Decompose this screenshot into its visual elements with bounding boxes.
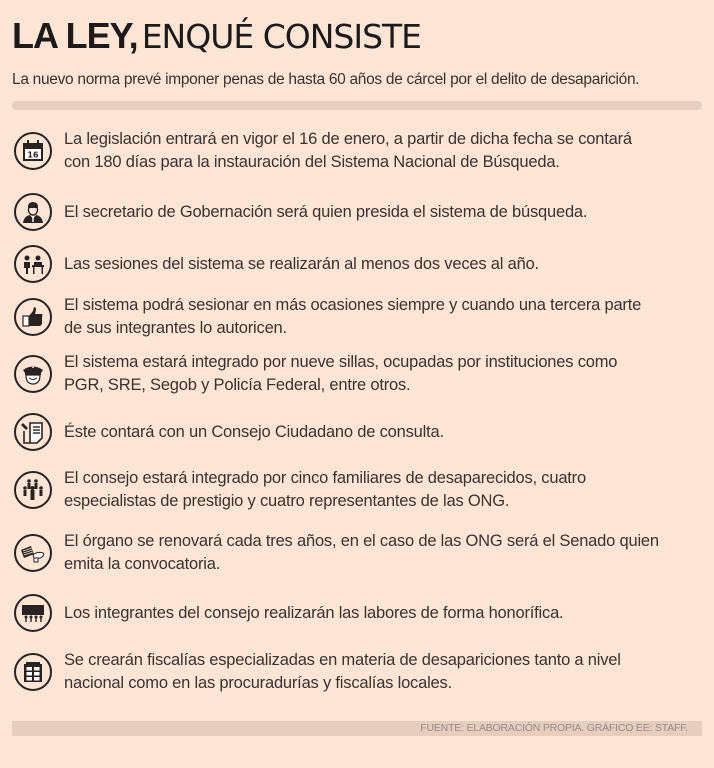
item-text [64,201,587,224]
item-line: La legislación entrará en vigor el 16 de enero, a partir de dicha fecha se contará [64,130,632,148]
item-text [64,294,641,340]
item-text [64,649,621,695]
list-item [14,245,704,283]
building-icon [14,653,52,691]
list-item [14,594,704,632]
thumbs-up-icon [14,298,52,336]
svg-text:16: 16 [27,150,39,160]
item-text [64,253,539,276]
official-person-icon [14,193,52,231]
item-line: Éste contará con un Consejo Ciudadano de consulta. [64,422,444,441]
item-line: Las sesiones del sistema se realizarán al menos dos veces al año. [64,254,539,273]
item-line: de sus integrantes lo autoricen. [64,319,287,337]
document-pen-icon [14,413,52,451]
item-line: El órgano se renovará cada tres años, en el caso de las ONG será el Senado quien [64,532,659,550]
title-light: ENQUÉ CONSISTE [141,17,422,56]
police-officer-icon [14,355,52,393]
list-item [14,294,704,340]
council-table-icon [14,594,52,632]
item-text [64,467,586,513]
item-line: Se crearán fiscalías especializadas en materia de desapariciones tanto a nivel [64,651,621,669]
item-line: con 180 días para la instauración del Sistema Nacional de Búsqueda. [64,153,560,171]
list-item [14,530,704,576]
header-divider [12,101,702,110]
footer-bar [12,721,702,736]
item-line: especialistas de prestigio y cuatro representantes de las ONG. [64,492,510,510]
calendar-icon [14,132,52,170]
title-bold: LA LEY, [12,15,138,56]
list-item [14,413,704,451]
list-item [14,193,704,231]
list-item [14,467,704,513]
list-item [14,351,704,397]
list-item [14,649,704,695]
item-text [64,530,659,576]
renewal-cycle-icon [14,534,52,572]
item-line: nacional como en las procuradurías y fiscalías locales. [64,674,452,692]
group-people-icon [14,471,52,509]
source-credit: FUENTE: ELABORACIÓN PROPIA. GRÁFICO EE: STAFF. [420,722,688,734]
item-line: El secretario de Gobernación será quien presida el sistema de búsqueda. [64,202,588,221]
item-line: El sistema estará integrado por nueve sillas, ocupadas por instituciones como [64,353,618,371]
item-line: El sistema podrá sesionar en más ocasiones siempre y cuando una tercera parte [64,296,642,314]
page-title [12,14,421,59]
item-line: Los integrantes del consejo realizarán las labores de forma honorífica. [64,603,564,622]
subtitle: La nuevo norma prevé imponer penas de hasta 60 años de cárcel por el delito de desaparición. [12,71,640,88]
item-text [64,602,563,625]
item-line: PGR, SRE, Segob y Policía Federal, entre otros. [64,376,411,394]
item-text [64,421,444,444]
meeting-icon [14,245,52,283]
item-text [64,128,632,174]
list-item [14,128,704,174]
item-line: emita la convocatoria. [64,555,221,573]
item-line: El consejo estará integrado por cinco familiares de desaparecidos, cuatro [64,469,586,487]
item-text [64,351,617,397]
